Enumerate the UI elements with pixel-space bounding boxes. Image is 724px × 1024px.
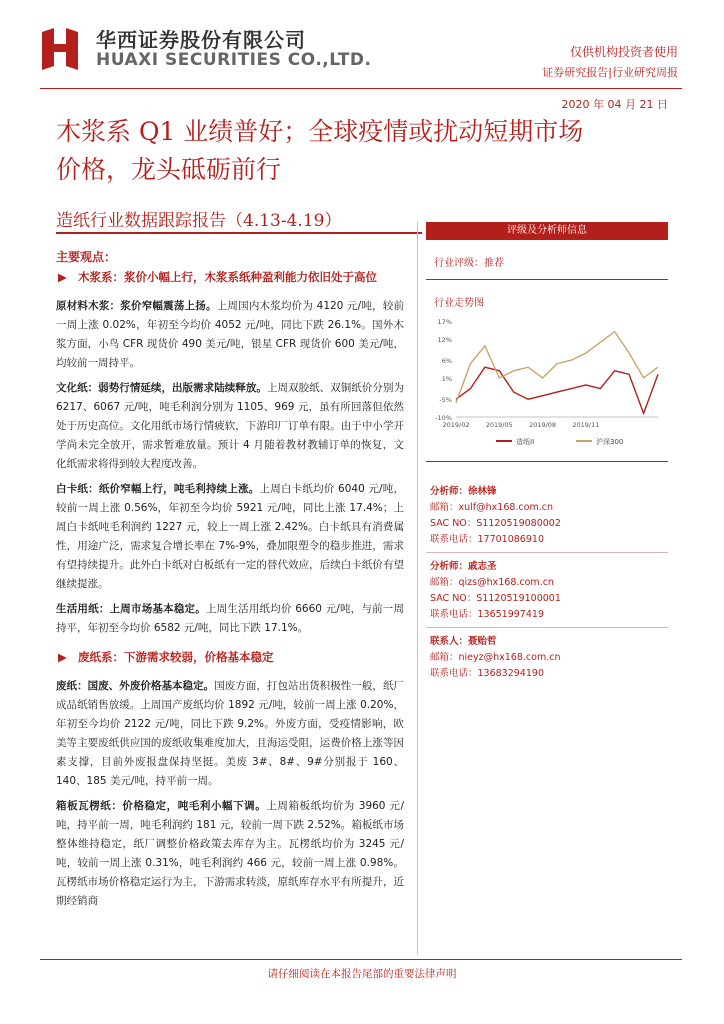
analyst-email[interactable]: 邮箱：xulf@hx168.com.cn bbox=[430, 502, 553, 513]
x-tick-label: 2019/11 bbox=[572, 421, 600, 429]
key-points-title: 主要观点： bbox=[56, 250, 117, 264]
x-tick-label: 2019/05 bbox=[485, 421, 513, 429]
sidebar-header: 评级及分析师信息 bbox=[426, 222, 668, 240]
bullet-arrow-icon: ▶ bbox=[58, 650, 67, 664]
paragraph-ivory-board bbox=[56, 480, 404, 594]
para-lead: 原材料木浆：浆价窄幅震荡上扬。 bbox=[56, 300, 217, 312]
contact-name: 联系人：聂贻哲 bbox=[430, 636, 497, 647]
paragraph-culture-paper bbox=[56, 379, 404, 474]
para-body: 上周国内木浆均价为 4120 元/吨，较前一周上涨 0.02%，年初至今均价 4052 元/吨，同比下跌 26.1%。国外木浆方面，小鸟 CFR 现货价 490 美元/吨，银星 CFR 现货价 600 美元/吨，均较前一周持平。 bbox=[56, 300, 405, 369]
column-divider bbox=[417, 222, 418, 954]
report-date: 2020 年 04 月 21 日 bbox=[561, 98, 668, 111]
trend-chart-label: 行业走势图 bbox=[434, 298, 484, 309]
legal-footer: 请仔细阅读在本报告尾部的重要法律声明 bbox=[267, 968, 457, 980]
contact-phone: 联系电话：13683294190 bbox=[430, 668, 544, 679]
para-lead: 生活用纸：上周市场基本稳定。 bbox=[56, 603, 206, 615]
analyst-name: 分析师：徐林锋 bbox=[430, 486, 497, 497]
analyst-name: 分析师：戚志圣 bbox=[430, 561, 497, 572]
company-logo bbox=[40, 28, 80, 70]
title-line-2: 价格，龙头砥砺前行 bbox=[56, 155, 282, 184]
para-lead: 箱板瓦楞纸：价格稳定，吨毛利小幅下调。 bbox=[56, 800, 267, 812]
industry-rating: 行业评级：推荐 bbox=[434, 258, 504, 269]
sidebar bbox=[426, 222, 668, 682]
bullet-arrow-icon: ▶ bbox=[58, 270, 67, 284]
analyst-divider bbox=[426, 552, 668, 553]
paragraph-waste-paper bbox=[56, 677, 404, 791]
footer-divider bbox=[40, 959, 682, 960]
trend-chart bbox=[426, 309, 668, 459]
analyst-block bbox=[430, 559, 668, 623]
header-divider bbox=[40, 88, 682, 89]
analyst-phone: 联系电话：13651997419 bbox=[430, 609, 544, 620]
para-lead: 白卡纸：纸价窄幅上行，吨毛利持续上涨。 bbox=[56, 483, 260, 495]
para-body: 上周箱板纸均价为 3960 元/吨，持平前一周，吨毛利润约 181 元，较前一周下跌 2.52%。箱板纸市场整体维持稳定，纸厂调整价格政策去库存为主。瓦楞纸均价为 3245 元/吨，较前一周上涨 0.31%，吨毛利润约 466 元，较前一周上涨 0.98%。瓦楞纸市场价格稳定运行为主，下游需求转淡，原纸库存水平有所提升，近期经销商 bbox=[56, 800, 405, 907]
x-tick-label: 2019/02 bbox=[442, 421, 470, 429]
analyst-sac: SAC NO：S1120519080002 bbox=[430, 518, 561, 529]
legend-label: 沪深300 bbox=[596, 438, 624, 446]
para-lead: 文化纸：弱势行情延续，出版需求陆续释放。 bbox=[56, 382, 267, 394]
y-tick-label: -5% bbox=[439, 396, 452, 405]
paragraph-containerboard bbox=[56, 797, 404, 911]
para-body: 上周白卡纸均价 6040 元/吨，较前一周上涨 0.56%，年初至今均价 5921 元/吨，同比上涨 17.4%；上周白卡纸吨毛利润约 1227 元，较上一周上涨 2.42%。白卡纸具有消费属性，用途广泛，需求复合增长率在 7%-9%，叠加限塑令的稳步推进，需求有望持续提升。此外白卡纸对白板纸有一定的替代效应，后续白卡纸价有望继续提涨。 bbox=[56, 483, 405, 590]
analyst-divider bbox=[426, 627, 668, 628]
section-head-pulp bbox=[56, 268, 404, 287]
paragraph-tissue bbox=[56, 600, 404, 638]
main-content bbox=[56, 248, 404, 911]
sidebar-divider bbox=[426, 279, 668, 280]
para-body: 上周双胶纸、双铜纸价分别为 6217、6067 元/吨，吨毛利润分别为 1105、969 元，虽有所回落但依然处于历史高位。文化用纸市场行情疲软，下游印厂订单有限。由于中小学开学尚未完全放开，需求暂难放量。预计 4 月随着教材教辅订单的恢复，文化纸需求将得到较大程度改善。 bbox=[56, 382, 404, 470]
para-lead: 废纸：国废、外废价格基本稳定。 bbox=[56, 680, 215, 692]
x-tick-label: 2019/08 bbox=[529, 421, 557, 429]
analyst-email[interactable]: 邮箱：qizs@hx168.com.cn bbox=[430, 577, 554, 588]
section-head-text: 木浆系：浆价小幅上行，木浆系纸种盈利能力依旧处于高位 bbox=[78, 270, 377, 284]
y-tick-label: -10% bbox=[435, 414, 452, 422]
contact-block bbox=[430, 634, 668, 682]
legend-label: 造纸II bbox=[516, 438, 535, 446]
para-body: 国废方面，打包站出货积极性一般，纸厂成品纸销售放缓。上周国产废纸均价 1892 元/吨，较前一周上涨 0.20%，年初至今均价 2122 元/吨，同比下跌 9.2%。外废方面，受疫情影响，欧美等主要废纸供应国的废纸收集难度加大，且海运受阻，运费价格上涨等因素支撑，目前外废报盘保持坚挺。美废 3#、8#、9#分别报于 160、140、185 美元/吨，持平前一周。 bbox=[56, 680, 404, 787]
y-tick-label: 12% bbox=[437, 335, 452, 344]
paragraph-pulp bbox=[56, 297, 404, 373]
title-line-1: 木浆系 Q1 业绩普好；全球疫情或扰动短期市场 bbox=[56, 117, 584, 146]
report-type: 证券研究报告|行业研究周报 bbox=[542, 66, 678, 79]
y-tick-label: 17% bbox=[437, 318, 452, 326]
trend-chart-container bbox=[426, 309, 668, 459]
section-head-text: 废纸系：下游需求较弱，价格基本稳定 bbox=[78, 650, 274, 664]
section-head-waste bbox=[56, 648, 404, 667]
series-line-paper bbox=[456, 367, 658, 413]
report-subtitle: 造纸行业数据跟踪报告（4.13-4.19） bbox=[56, 211, 342, 231]
analyst-phone: 联系电话：17701086910 bbox=[430, 534, 544, 545]
para-body: 上周生活用纸均价 6660 元/吨，与前一周持平，年初至今均价 6582 元/吨，同比下跌 17.1%。 bbox=[56, 603, 405, 634]
sidebar-divider bbox=[426, 461, 668, 462]
analyst-sac: SAC NO：S1120519100001 bbox=[430, 593, 561, 604]
company-name-en: HUAXI SECURITIES CO.,LTD. bbox=[96, 50, 372, 70]
y-tick-label: 6% bbox=[441, 357, 452, 366]
y-tick-label: 1% bbox=[441, 374, 452, 383]
report-title bbox=[56, 113, 676, 189]
company-name-cn: 华西证券股份有限公司 bbox=[96, 28, 306, 52]
subtitle-underline bbox=[56, 232, 422, 234]
analyst-block bbox=[430, 484, 668, 548]
audience-note: 仅供机构投资者使用 bbox=[569, 45, 678, 59]
contact-email[interactable]: 邮箱：nieyz@hx168.com.cn bbox=[430, 652, 561, 663]
